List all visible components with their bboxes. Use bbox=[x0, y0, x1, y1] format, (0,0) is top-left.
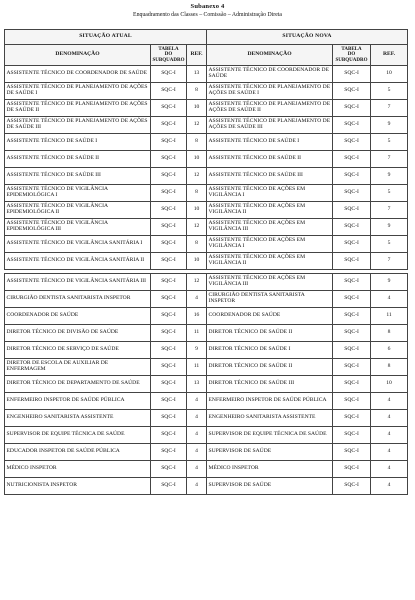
atual-ref-cell: 4 bbox=[187, 410, 207, 427]
atual-ref-cell: 10 bbox=[187, 202, 207, 219]
nova-denominacao-cell: ASSISTENTE TÉCNICO DE AÇÕES EM VIGILÂNCIA I bbox=[207, 236, 333, 253]
atual-ref-cell: 12 bbox=[187, 274, 207, 291]
nova-ref-cell: 4 bbox=[371, 444, 408, 461]
atual-denominacao-cell: CIRURGIÃO DENTISTA SANITARISTA INSPETOR bbox=[5, 291, 151, 308]
nova-tabela-cell: SQC-I bbox=[333, 168, 371, 185]
atual-tabela-cell: SQC-I bbox=[151, 185, 187, 202]
atual-denominacao-cell: ASSISTENTE TÉCNICO DE VIGILÂNCIA EPIDEMIOLÓGICA I bbox=[5, 185, 151, 202]
section-header-nova: SITUAÇÃO NOVA bbox=[207, 30, 408, 45]
nova-tabela-cell: SQC-I bbox=[333, 202, 371, 219]
nova-denominacao-cell: ASSISTENTE TÉCNICO DE AÇÕES EM VIGILÂNCIA III bbox=[207, 274, 333, 291]
atual-denominacao-cell: ASSISTENTE TÉCNICO DE VIGILÂNCIA EPIDEMIOLÓGICA II bbox=[5, 202, 151, 219]
table-row bbox=[5, 202, 408, 219]
nova-tabela-cell: SQC-I bbox=[333, 100, 371, 117]
atual-tabela-cell: SQC-I bbox=[151, 253, 187, 270]
table-row bbox=[5, 461, 408, 478]
nova-denominacao-cell: ASSISTENTE TÉCNICO DE PLANEJAMENTO DE AÇÕES DE SAÚDE II bbox=[207, 100, 333, 117]
atual-ref-cell: 4 bbox=[187, 444, 207, 461]
nova-ref-cell: 7 bbox=[371, 100, 408, 117]
table-row bbox=[5, 134, 408, 151]
column-header-tabela bbox=[333, 45, 371, 66]
table-row bbox=[5, 359, 408, 376]
column-header-denominacao: DENOMINAÇÃO bbox=[5, 45, 151, 66]
atual-tabela-cell: SQC-I bbox=[151, 359, 187, 376]
nova-ref-cell: 9 bbox=[371, 274, 408, 291]
atual-denominacao-cell: DIRETOR DE ESCOLA DE AUXILIAR DE ENFERMAGEM bbox=[5, 359, 151, 376]
atual-tabela-cell: SQC-I bbox=[151, 478, 187, 495]
nova-tabela-cell: SQC-I bbox=[333, 117, 371, 134]
nova-ref-cell: 4 bbox=[371, 427, 408, 444]
column-header-denominacao: DENOMINAÇÃO bbox=[207, 45, 333, 66]
table-row bbox=[5, 253, 408, 270]
atual-ref-cell: 4 bbox=[187, 427, 207, 444]
document-title: Subanexo 4 bbox=[190, 3, 225, 10]
atual-denominacao-cell: ASSISTENTE TÉCNICO DE PLANEJAMENTO DE AÇÕES DE SAÚDE I bbox=[5, 83, 151, 100]
nova-denominacao-cell: ENFERMEIRO INSPETOR DE SAÚDE PÚBLICA bbox=[207, 393, 333, 410]
nova-tabela-cell: SQC-I bbox=[333, 461, 371, 478]
nova-denominacao-cell: DIRETOR TÉCNICO DE SAÚDE I bbox=[207, 342, 333, 359]
tabela-line2: DO bbox=[164, 52, 173, 58]
table-row bbox=[5, 308, 408, 325]
atual-tabela-cell: SQC-I bbox=[151, 117, 187, 134]
atual-denominacao-cell: ASSISTENTE TÉCNICO DE PLANEJAMENTO DE AÇÕES DE SAÚDE II bbox=[5, 100, 151, 117]
nova-ref-cell: 11 bbox=[371, 308, 408, 325]
nova-tabela-cell: SQC-I bbox=[333, 308, 371, 325]
atual-denominacao-cell: DIRETOR TÉCNICO DE SERVIÇO DE SAÚDE bbox=[5, 342, 151, 359]
nova-tabela-cell: SQC-I bbox=[333, 236, 371, 253]
atual-ref-cell: 11 bbox=[187, 325, 207, 342]
atual-tabela-cell: SQC-I bbox=[151, 308, 187, 325]
atual-denominacao-cell: ENGENHEIRO SANITARISTA ASSISTENTE bbox=[5, 410, 151, 427]
nova-denominacao-cell: ASSISTENTE TÉCNICO DE SAÚDE II bbox=[207, 151, 333, 168]
nova-ref-cell: 10 bbox=[371, 66, 408, 83]
atual-tabela-cell: SQC-I bbox=[151, 376, 187, 393]
table-row bbox=[5, 83, 408, 100]
atual-ref-cell: 4 bbox=[187, 478, 207, 495]
nova-denominacao-cell: ASSISTENTE TÉCNICO DE AÇÕES EM VIGILÂNCIA II bbox=[207, 253, 333, 270]
atual-tabela-cell: SQC-I bbox=[151, 83, 187, 100]
nova-ref-cell: 5 bbox=[371, 236, 408, 253]
nova-denominacao-cell: ASSISTENTE TÉCNICO DE AÇÕES EM VIGILÂNCIA I bbox=[207, 185, 333, 202]
atual-ref-cell: 10 bbox=[187, 151, 207, 168]
atual-denominacao-cell: NUTRICIONISTA INSPETOR bbox=[5, 478, 151, 495]
nova-denominacao-cell: DIRETOR TÉCNICO DE SAÚDE II bbox=[207, 325, 333, 342]
nova-ref-cell: 7 bbox=[371, 151, 408, 168]
nova-tabela-cell: SQC-I bbox=[333, 83, 371, 100]
atual-ref-cell: 10 bbox=[187, 100, 207, 117]
nova-ref-cell: 4 bbox=[371, 393, 408, 410]
atual-ref-cell: 9 bbox=[187, 342, 207, 359]
nova-tabela-cell: SQC-I bbox=[333, 325, 371, 342]
nova-ref-cell: 4 bbox=[371, 478, 408, 495]
atual-denominacao-cell: ASSISTENTE TÉCNICO DE VIGILÂNCIA SANITÁRIA II bbox=[5, 253, 151, 270]
atual-ref-cell: 11 bbox=[187, 359, 207, 376]
atual-tabela-cell: SQC-I bbox=[151, 427, 187, 444]
table-row bbox=[5, 117, 408, 134]
atual-denominacao-cell: ASSISTENTE TÉCNICO DE COORDENADOR DE SAÚDE bbox=[5, 66, 151, 83]
table-row bbox=[5, 236, 408, 253]
nova-tabela-cell: SQC-I bbox=[333, 478, 371, 495]
section-header-atual: SITUAÇÃO ATUAL bbox=[5, 30, 207, 45]
document-header bbox=[0, 0, 415, 19]
table-row bbox=[5, 291, 408, 308]
atual-tabela-cell: SQC-I bbox=[151, 342, 187, 359]
atual-denominacao-cell: ASSISTENTE TÉCNICO DE VIGILÂNCIA SANITÁRIA III bbox=[5, 274, 151, 291]
table-row bbox=[5, 325, 408, 342]
nova-tabela-cell: SQC-I bbox=[333, 376, 371, 393]
column-header-tabela bbox=[151, 45, 187, 66]
atual-ref-cell: 4 bbox=[187, 291, 207, 308]
nova-denominacao-cell: DIRETOR TÉCNICO DE SAÚDE II bbox=[207, 359, 333, 376]
atual-denominacao-cell: ASSISTENTE TÉCNICO DE SAÚDE II bbox=[5, 151, 151, 168]
nova-tabela-cell: SQC-I bbox=[333, 253, 371, 270]
atual-ref-cell: 8 bbox=[187, 185, 207, 202]
table-row bbox=[5, 100, 408, 117]
atual-tabela-cell: SQC-I bbox=[151, 151, 187, 168]
tabela-line3: SUBQUADRO bbox=[152, 57, 185, 63]
table-row bbox=[5, 478, 408, 495]
nova-tabela-cell: SQC-I bbox=[333, 359, 371, 376]
atual-ref-cell: 10 bbox=[187, 253, 207, 270]
nova-denominacao-cell: ASSISTENTE TÉCNICO DE AÇÕES EM VIGILÂNCIA II bbox=[207, 202, 333, 219]
nova-denominacao-cell: ASSISTENTE TÉCNICO DE PLANEJAMENTO DE AÇÕES DE SAÚDE III bbox=[207, 117, 333, 134]
nova-denominacao-cell: DIRETOR TÉCNICO DE SAÚDE III bbox=[207, 376, 333, 393]
nova-tabela-cell: SQC-I bbox=[333, 410, 371, 427]
atual-denominacao-cell: SUPERVISOR DE EQUIPE TÉCNICA DE SAÚDE bbox=[5, 427, 151, 444]
atual-ref-cell: 12 bbox=[187, 219, 207, 236]
column-header-ref: REF. bbox=[187, 45, 207, 66]
atual-ref-cell: 8 bbox=[187, 236, 207, 253]
nova-denominacao-cell: ASSISTENTE TÉCNICO DE AÇÕES EM VIGILÂNCIA III bbox=[207, 219, 333, 236]
atual-tabela-cell: SQC-I bbox=[151, 291, 187, 308]
tabela-line2: DO bbox=[347, 52, 356, 58]
nova-ref-cell: 8 bbox=[371, 325, 408, 342]
atual-tabela-cell: SQC-I bbox=[151, 410, 187, 427]
table-row bbox=[5, 427, 408, 444]
document-subtitle: Enquadramento das Classes – Comissão – Administração Direta bbox=[133, 12, 282, 18]
nova-denominacao-cell: ASSISTENTE TÉCNICO DE SAÚDE III bbox=[207, 168, 333, 185]
atual-tabela-cell: SQC-I bbox=[151, 219, 187, 236]
table-row bbox=[5, 342, 408, 359]
atual-denominacao-cell: ASSISTENTE TÉCNICO DE SAÚDE I bbox=[5, 134, 151, 151]
nova-ref-cell: 8 bbox=[371, 359, 408, 376]
atual-denominacao-cell: ASSISTENTE TÉCNICO DE PLANEJAMENTO DE AÇÕES DE SAÚDE III bbox=[5, 117, 151, 134]
atual-denominacao-cell: COORDENADOR DE SAÚDE bbox=[5, 308, 151, 325]
nova-denominacao-cell: ASSISTENTE TÉCNICO DE SAÚDE I bbox=[207, 134, 333, 151]
atual-denominacao-cell: ASSISTENTE TÉCNICO DE VIGILÂNCIA SANITÁRIA I bbox=[5, 236, 151, 253]
nova-ref-cell: 7 bbox=[371, 253, 408, 270]
tabela-line1: TABELA bbox=[341, 46, 362, 52]
atual-ref-cell: 12 bbox=[187, 117, 207, 134]
atual-ref-cell: 8 bbox=[187, 83, 207, 100]
atual-ref-cell: 8 bbox=[187, 134, 207, 151]
table-row bbox=[5, 168, 408, 185]
atual-tabela-cell: SQC-I bbox=[151, 461, 187, 478]
column-header-ref: REF. bbox=[371, 45, 408, 66]
tabela-line1: TABELA bbox=[158, 46, 179, 52]
atual-ref-cell: 4 bbox=[187, 393, 207, 410]
table-row bbox=[5, 151, 408, 168]
nova-ref-cell: 4 bbox=[371, 291, 408, 308]
table-body bbox=[5, 66, 408, 495]
table-row bbox=[5, 185, 408, 202]
nova-tabela-cell: SQC-I bbox=[333, 274, 371, 291]
atual-denominacao-cell: EDUCADOR INSPETOR DE SAÚDE PÚBLICA bbox=[5, 444, 151, 461]
atual-tabela-cell: SQC-I bbox=[151, 274, 187, 291]
nova-tabela-cell: SQC-I bbox=[333, 185, 371, 202]
atual-ref-cell: 12 bbox=[187, 168, 207, 185]
nova-tabela-cell: SQC-I bbox=[333, 219, 371, 236]
tabela-line3: SUBQUADRO bbox=[335, 57, 368, 63]
nova-denominacao-cell: CIRURGIÃO DENTISTA SANITARISTA INSPETOR bbox=[207, 291, 333, 308]
table-row bbox=[5, 410, 408, 427]
atual-tabela-cell: SQC-I bbox=[151, 168, 187, 185]
table-row bbox=[5, 376, 408, 393]
nova-tabela-cell: SQC-I bbox=[333, 342, 371, 359]
nova-denominacao-cell: ASSISTENTE TÉCNICO DE COORDENADOR DE SAÚDE bbox=[207, 66, 333, 83]
atual-ref-cell: 4 bbox=[187, 461, 207, 478]
nova-denominacao-cell: ASSISTENTE TÉCNICO DE PLANEJAMENTO DE AÇÕES DE SAÚDE I bbox=[207, 83, 333, 100]
atual-denominacao-cell: DIRETOR TÉCNICO DE DIVISÃO DE SAÚDE bbox=[5, 325, 151, 342]
nova-ref-cell: 9 bbox=[371, 168, 408, 185]
nova-denominacao-cell: SUPERVISOR DE EQUIPE TÉCNICA DE SAÚDE bbox=[207, 427, 333, 444]
nova-tabela-cell: SQC-I bbox=[333, 134, 371, 151]
nova-tabela-cell: SQC-I bbox=[333, 151, 371, 168]
atual-tabela-cell: SQC-I bbox=[151, 444, 187, 461]
nova-ref-cell: 9 bbox=[371, 117, 408, 134]
nova-denominacao-cell: COORDENADOR DE SAÚDE bbox=[207, 308, 333, 325]
atual-ref-cell: 16 bbox=[187, 308, 207, 325]
nova-ref-cell: 5 bbox=[371, 185, 408, 202]
atual-tabela-cell: SQC-I bbox=[151, 393, 187, 410]
atual-denominacao-cell: ASSISTENTE TÉCNICO DE VIGILÂNCIA EPIDEMIOLÓGICA III bbox=[5, 219, 151, 236]
atual-tabela-cell: SQC-I bbox=[151, 66, 187, 83]
nova-denominacao-cell: SUPERVISOR DE SAÚDE bbox=[207, 478, 333, 495]
nova-ref-cell: 10 bbox=[371, 376, 408, 393]
atual-denominacao-cell: MÉDICO INSPETOR bbox=[5, 461, 151, 478]
nova-tabela-cell: SQC-I bbox=[333, 444, 371, 461]
nova-tabela-cell: SQC-I bbox=[333, 427, 371, 444]
nova-tabela-cell: SQC-I bbox=[333, 291, 371, 308]
table-row bbox=[5, 274, 408, 291]
nova-ref-cell: 4 bbox=[371, 410, 408, 427]
table-row bbox=[5, 66, 408, 83]
classification-table bbox=[4, 29, 408, 495]
nova-tabela-cell: SQC-I bbox=[333, 66, 371, 83]
atual-denominacao-cell: ASSISTENTE TÉCNICO DE SAÚDE III bbox=[5, 168, 151, 185]
atual-tabela-cell: SQC-I bbox=[151, 134, 187, 151]
atual-denominacao-cell: ENFERMEIRO INSPETOR DE SAÚDE PÚBLICA bbox=[5, 393, 151, 410]
nova-ref-cell: 5 bbox=[371, 134, 408, 151]
nova-denominacao-cell: MÉDICO INSPETOR bbox=[207, 461, 333, 478]
table-row bbox=[5, 393, 408, 410]
atual-tabela-cell: SQC-I bbox=[151, 202, 187, 219]
nova-denominacao-cell: SUPERVISOR DE SAÚDE bbox=[207, 444, 333, 461]
nova-ref-cell: 7 bbox=[371, 202, 408, 219]
atual-tabela-cell: SQC-I bbox=[151, 236, 187, 253]
nova-ref-cell: 9 bbox=[371, 219, 408, 236]
table-row bbox=[5, 219, 408, 236]
atual-tabela-cell: SQC-I bbox=[151, 325, 187, 342]
nova-ref-cell: 6 bbox=[371, 342, 408, 359]
nova-ref-cell: 5 bbox=[371, 83, 408, 100]
atual-denominacao-cell: DIRETOR TÉCNICO DE DEPARTAMENTO DE SAÚDE bbox=[5, 376, 151, 393]
nova-ref-cell: 4 bbox=[371, 461, 408, 478]
atual-tabela-cell: SQC-I bbox=[151, 100, 187, 117]
atual-ref-cell: 13 bbox=[187, 66, 207, 83]
nova-denominacao-cell: ENGENHEIRO SANITARISTA ASSISTENTE bbox=[207, 410, 333, 427]
table-row bbox=[5, 444, 408, 461]
atual-ref-cell: 13 bbox=[187, 376, 207, 393]
nova-tabela-cell: SQC-I bbox=[333, 393, 371, 410]
